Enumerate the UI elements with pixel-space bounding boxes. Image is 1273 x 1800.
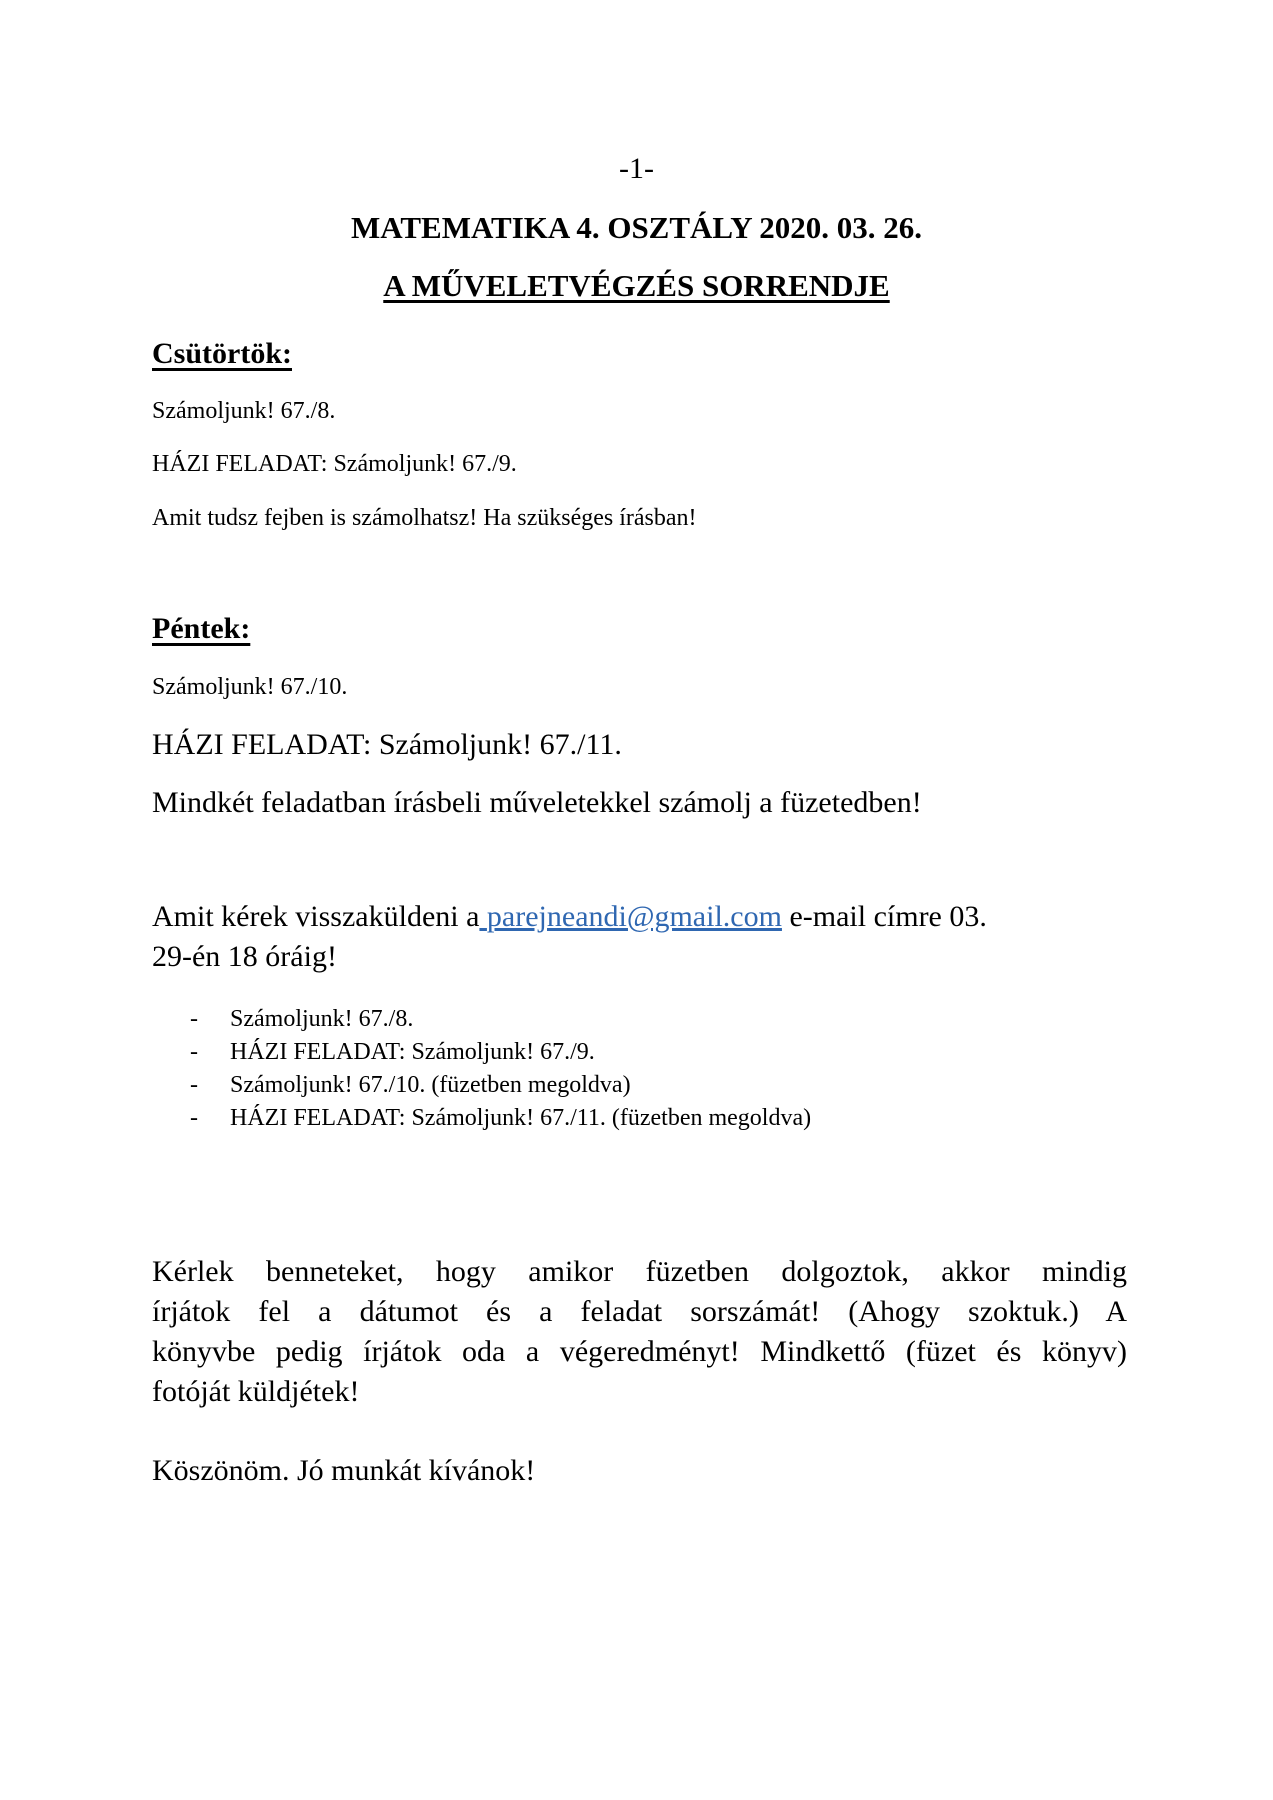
friday-note: Mindkét feladatban írásbeli műveletekkel számolj a füzetedben! bbox=[152, 786, 922, 819]
return-request-text-before: Amit kérek visszaküldeni a bbox=[152, 900, 480, 933]
closing-thanks: Köszönöm. Jó munkát kívánok! bbox=[152, 1454, 536, 1487]
email-link[interactable]: parejneandi@gmail.com bbox=[486, 900, 782, 933]
closing-line: könyvbe pedig írjátok oda a végeredményt! Mindkettő (füzet és könyv) bbox=[152, 1335, 1127, 1368]
page-number: -1- bbox=[619, 152, 654, 185]
closing-line: írjátok fel a dátumot és a feladat sorszámát! (Ahogy szoktuk.) A bbox=[152, 1295, 1127, 1328]
list-item: - Számoljunk! 67./8. bbox=[190, 1003, 811, 1036]
bullet-dash: - bbox=[190, 1105, 198, 1131]
thursday-task-2: HÁZI FELADAT: Számoljunk! 67./9. bbox=[152, 451, 517, 477]
bullet-dash: - bbox=[190, 1072, 198, 1098]
friday-task-1: Számoljunk! 67./10. bbox=[152, 674, 348, 700]
thursday-note: Amit tudsz fejben is számolhatsz! Ha szükséges írásban! bbox=[152, 505, 697, 531]
closing-line: fotóját küldjétek! bbox=[152, 1375, 360, 1408]
closing-line: Kérlek benneteket, hogy amikor füzetben dolgoztok, akkor mindig bbox=[152, 1255, 1127, 1288]
document-title: MATEMATIKA 4. OSZTÁLY 2020. 03. 26. bbox=[351, 210, 922, 245]
closing-paragraph bbox=[152, 1252, 1127, 1412]
thursday-heading: Csütörtök: bbox=[152, 337, 292, 370]
friday-task-2: HÁZI FELADAT: Számoljunk! 67./11. bbox=[152, 728, 622, 761]
thursday-task-1: Számoljunk! 67./8. bbox=[152, 398, 336, 424]
list-item: - HÁZI FELADAT: Számoljunk! 67./9. bbox=[190, 1036, 811, 1069]
return-request-line-1 bbox=[152, 900, 987, 934]
bullet-dash: - bbox=[190, 1039, 198, 1065]
bullet-dash: - bbox=[190, 1006, 198, 1032]
document-subtitle: A MŰVELETVÉGZÉS SORRENDJE bbox=[383, 268, 890, 303]
return-request-text-after: e-mail címre 03. bbox=[789, 900, 987, 933]
list-item: - Számoljunk! 67./10. (füzetben megoldva) bbox=[190, 1069, 811, 1102]
return-request-line-2: 29-én 18 óráig! bbox=[152, 940, 337, 973]
friday-heading: Péntek: bbox=[152, 612, 251, 645]
list-item: - HÁZI FELADAT: Számoljunk! 67./11. (füzetben megoldva) bbox=[190, 1102, 811, 1135]
return-list bbox=[190, 1003, 811, 1135]
